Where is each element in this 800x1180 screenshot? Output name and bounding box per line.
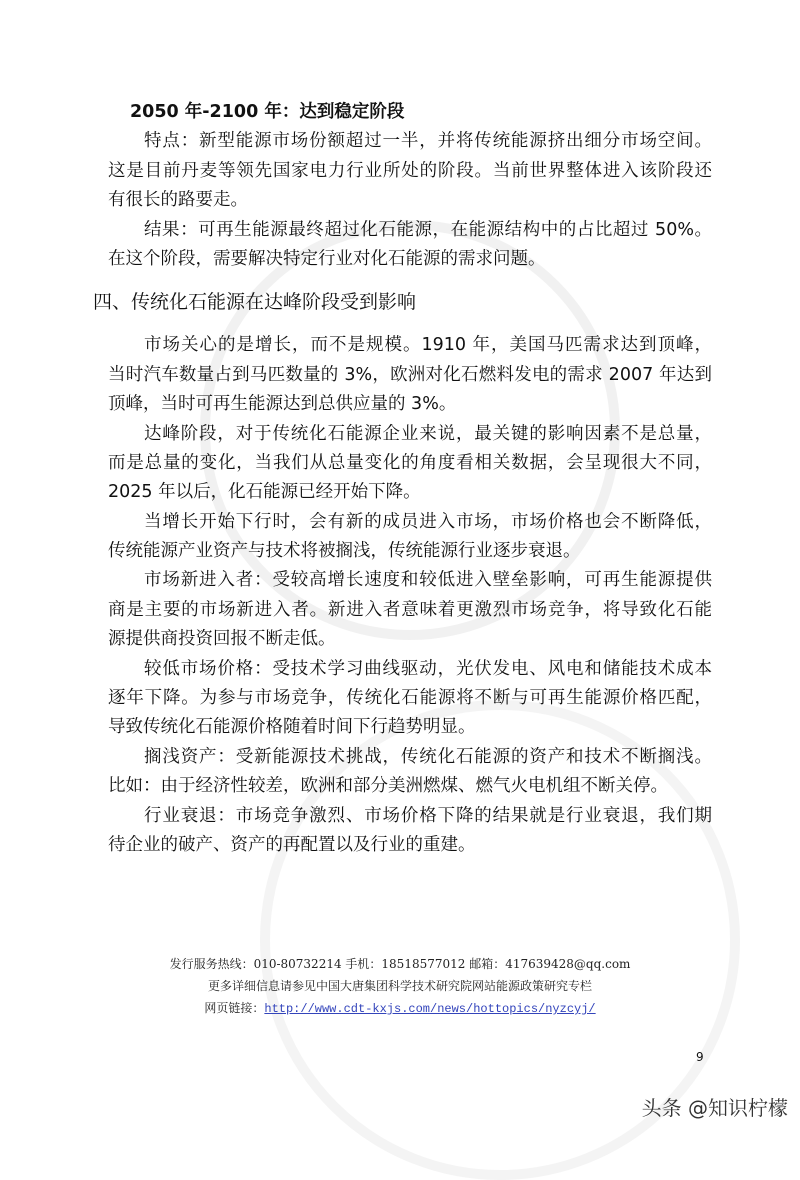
footer-hotline: 发行服务热线：010-80732214 手机：18518577012 邮箱：417639428@qq.com xyxy=(169,957,631,971)
document-body xyxy=(93,98,712,860)
paragraph-line: 源提供商投资回报不断走低。 xyxy=(108,629,336,650)
paragraph-line: 逐年下降。为参与市场竞争，传统化石能源将不断与可再生能源价格匹配， xyxy=(108,688,712,709)
paragraph-line: 比如：由于经济性较差，欧洲和部分美洲燃煤、燃气火电机组不断关停。 xyxy=(108,776,668,797)
paragraph-line: 顶峰，当时可再生能源达到总供应量的 3%。 xyxy=(108,394,457,415)
paragraph-line: 搁浅资产：受新能源技术挑战，传统化石能源的资产和技术不断搁浅。 xyxy=(144,746,712,767)
footer-more-info: 更多详细信息请参见中国大唐集团科学技术研究院网站能源政策研究专栏 xyxy=(207,979,592,993)
paragraph-line: 2025 年以后，化石能源已经开始下降。 xyxy=(108,482,421,503)
paragraph-line: 待企业的破产、资产的再配置以及行业的重建。 xyxy=(108,834,476,855)
paragraph-line: 而是总量的变化，当我们从总量变化的角度看相关数据，会呈现很大不同， xyxy=(108,452,712,473)
paragraph-line: 当增长开始下行时，会有新的成员进入市场，市场价格也会不断降低， xyxy=(144,511,712,532)
paragraph-line: 有很长的路要走。 xyxy=(108,190,248,211)
paragraph-line: 商是主要的市场新进入者。新进入者意味着更激烈市场竞争，将导致化石能 xyxy=(108,599,712,620)
section-heading: 四、传统化石能源在达峰阶段受到影响 xyxy=(93,291,417,314)
paragraph-line: 在这个阶段，需要解决特定行业对化石能源的需求问题。 xyxy=(108,248,546,269)
paragraph-line: 这是目前丹麦等领先国家电力行业所处的阶段。当前世界整体进入该阶段还 xyxy=(108,160,712,181)
footer-link-line xyxy=(0,999,800,1016)
section-subtitle: 2050 年-2100 年：达到稳定阶段 xyxy=(130,102,405,122)
paragraph-line: 较低市场价格：受技术学习曲线驱动，光伏发电、风电和储能技术成本 xyxy=(144,658,712,679)
paragraph-line: 当时汽车数量占到马匹数量的 3%，欧洲对化石燃料发电的需求 2007 年达到 xyxy=(108,364,712,385)
paragraph-line: 导致传统化石能源价格随着时间下行趋势明显。 xyxy=(108,717,476,738)
paragraph-line: 特点：新型能源市场份额超过一半，并将传统能源挤出细分市场空间。 xyxy=(144,131,712,152)
paragraph-line: 达峰阶段，对于传统化石能源企业来说，最关键的影响因素不是总量， xyxy=(144,423,712,444)
paragraph-line: 市场新进入者：受较高增长速度和较低进入壁垒影响，可再生能源提供 xyxy=(144,570,712,591)
footer-link-label: 网页链接： xyxy=(204,1001,265,1015)
footer-link[interactable]: http://www.cdt-kxjs.com/news/hottopics/nyzcyj/ xyxy=(264,1002,596,1016)
paragraph-line: 传统能源产业资产与技术将被搁浅，传统能源行业逐步衰退。 xyxy=(108,541,581,562)
paragraph-line: 结果：可再生能源最终超过化石能源，在能源结构中的占比超过 50%。 xyxy=(144,219,712,240)
paragraph-line: 行业衰退：市场竞争激烈、市场价格下降的结果就是行业衰退，我们期 xyxy=(144,805,712,826)
paragraph-line: 市场关心的是增长，而不是规模。1910 年，美国马匹需求达到顶峰， xyxy=(144,335,712,356)
toutiao-watermark: 头条 @知识柠檬 xyxy=(641,1096,788,1120)
page-number: 9 xyxy=(696,1050,704,1064)
